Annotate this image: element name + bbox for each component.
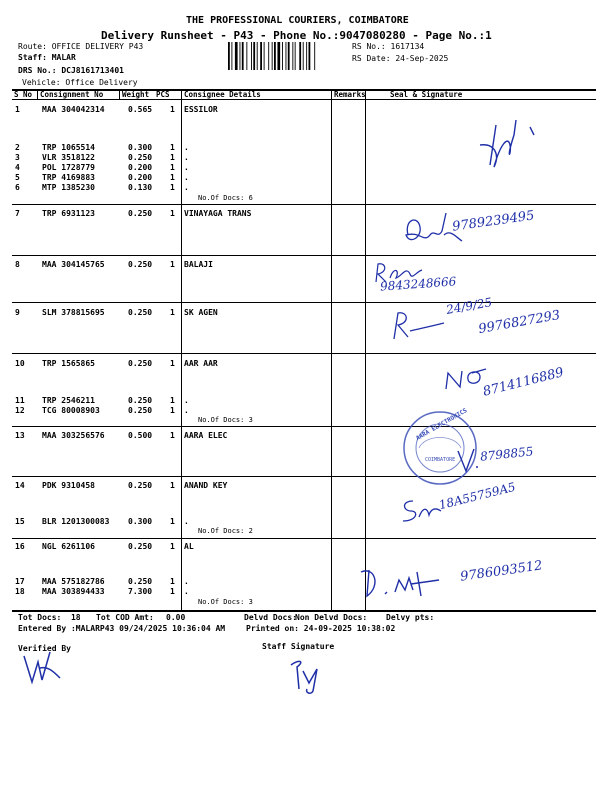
signature-4	[388, 305, 448, 345]
verified-by-label: Verified By	[18, 644, 71, 653]
group-rule	[12, 353, 596, 354]
rs-number: RS No.: 1617134	[352, 42, 425, 51]
col-header-consignment: Consignment No	[40, 90, 104, 99]
stamp-text: AARA ELECTRONICS	[414, 407, 469, 443]
row-weight: 0.200	[128, 163, 153, 172]
row-pcs: 1	[170, 153, 175, 162]
row-weight: 0.300	[128, 143, 153, 152]
row-consignment-no: TCG 80008903	[42, 406, 100, 415]
handwritten-phone: 9843248666	[379, 274, 457, 294]
row-weight: 0.250	[128, 308, 153, 317]
row-consignment-no: TRP 6931123	[42, 209, 95, 218]
doc-count: No.Of Docs: 6	[198, 194, 253, 202]
row-consignee: .	[184, 143, 189, 152]
col-divider	[37, 89, 38, 100]
row-consignment-no: MTP 1385230	[42, 183, 95, 192]
doc-count: No.Of Docs: 2	[198, 527, 253, 535]
row-pcs: 1	[170, 396, 175, 405]
handwritten-phone: 8714116889	[481, 365, 566, 400]
col-divider	[119, 89, 120, 100]
col-header-seal: Seal & Signature	[390, 90, 463, 99]
row-pcs: 1	[170, 481, 175, 490]
vehicle-label: Vehicle: Office Delivery	[22, 78, 138, 87]
row-pcs: 1	[170, 173, 175, 182]
staff-label: Staff: MALAR	[18, 53, 76, 62]
row-consignment-no: POL 1728779	[42, 163, 95, 172]
table-header-rule	[12, 99, 596, 100]
row-consignee: .	[184, 577, 189, 586]
row-weight: 0.250	[128, 359, 153, 368]
row-sno: 17	[15, 577, 25, 586]
row-weight: 0.130	[128, 183, 153, 192]
col-header-pcs: PCS	[156, 90, 170, 99]
col-divider	[331, 89, 332, 611]
col-header-remarks: Remarks	[334, 90, 366, 99]
row-sno: 14	[15, 481, 25, 490]
row-consignment-no: TRP 2546211	[42, 396, 95, 405]
entered-by: Entered By :MALARP43 09/24/2025 10:36:04 AM	[18, 624, 226, 633]
handwritten-phone: 9789239495	[451, 208, 536, 235]
row-sno: 2	[15, 143, 20, 152]
row-consignment-no: TRP 4169883	[42, 173, 95, 182]
row-consignment-no: VLR 3518122	[42, 153, 95, 162]
row-pcs: 1	[170, 308, 175, 317]
row-consignment-no: MAA 304042314	[42, 105, 105, 114]
row-pcs: 1	[170, 431, 175, 440]
row-pcs: 1	[170, 406, 175, 415]
total-cod-value: 0.00	[166, 613, 186, 622]
row-pcs: 1	[170, 542, 175, 551]
row-consignee: ANAND KEY	[184, 481, 228, 490]
row-weight: 0.250	[128, 481, 153, 490]
row-consignee: BALAJI	[184, 260, 213, 269]
row-weight: 0.500	[128, 431, 153, 440]
row-weight: 7.300	[128, 587, 153, 596]
row-pcs: 1	[170, 359, 175, 368]
row-sno: 3	[15, 153, 20, 162]
group-rule	[12, 426, 596, 427]
row-sno: 4	[15, 163, 20, 172]
non-delivered-docs: Non Delvd Docs:	[295, 613, 368, 622]
col-header-sno: S No	[14, 90, 33, 99]
row-consignee: .	[184, 406, 189, 415]
row-weight: 0.250	[128, 577, 153, 586]
col-divider	[181, 89, 182, 611]
group-rule	[12, 255, 596, 256]
row-sno: 12	[15, 406, 25, 415]
row-consignment-no: MAA 304145765	[42, 260, 105, 269]
doc-count: No.Of Docs: 3	[198, 416, 253, 424]
row-consignee: .	[184, 183, 189, 192]
row-weight: 0.565	[128, 105, 153, 114]
row-consignee: .	[184, 517, 189, 526]
row-consignment-no: NGL 6261106	[42, 542, 95, 551]
row-sno: 10	[15, 359, 25, 368]
table-bottom-rule	[12, 610, 596, 612]
col-divider	[365, 89, 366, 611]
row-consignment-no: MAA 303256576	[42, 431, 105, 440]
row-sno: 6	[15, 183, 20, 192]
total-cod-label: Tot COD Amt:	[96, 613, 154, 622]
route-label: Route: OFFICE DELIVERY P43	[18, 42, 144, 51]
staff-signature-label: Staff Signature	[262, 642, 335, 651]
verifier-signature	[18, 648, 68, 686]
row-pcs: 1	[170, 517, 175, 526]
row-consignment-no: PDK 9310458	[42, 481, 95, 490]
row-consignee: .	[184, 587, 189, 596]
row-consignment-no: MAA 575182786	[42, 577, 105, 586]
col-header-weight: Weight	[122, 90, 150, 99]
drs-number: DRS No.: DCJ8161713401	[18, 66, 124, 75]
delivered-docs: Delvd Docs:	[244, 613, 297, 622]
company-name: THE PROFESSIONAL COURIERS, COIMBATORE	[186, 15, 409, 26]
row-sno: 1	[15, 105, 20, 114]
row-sno: 13	[15, 431, 25, 440]
row-consignee: AL	[184, 542, 194, 551]
signature-8	[355, 562, 465, 602]
row-consignee: .	[184, 173, 189, 182]
row-consignment-no: BLR 1201300083	[42, 517, 110, 526]
row-consignee: .	[184, 163, 189, 172]
signature-1	[470, 115, 550, 175]
row-weight: 0.250	[128, 406, 153, 415]
doc-count: No.Of Docs: 3	[198, 598, 253, 606]
row-consignee: ESSILOR	[184, 105, 218, 114]
row-consignee: .	[184, 396, 189, 405]
group-rule	[12, 204, 596, 205]
row-sno: 8	[15, 260, 20, 269]
row-sno: 5	[15, 173, 20, 182]
handwritten-date: 24/9/25	[445, 295, 494, 317]
row-weight: 0.300	[128, 517, 153, 526]
row-pcs: 1	[170, 143, 175, 152]
group-rule	[12, 538, 596, 539]
handwritten-phone: 8798855	[479, 444, 535, 464]
printed-on: Printed on: 24-09-2025 10:38:02	[246, 624, 396, 633]
handwritten-phone: 18A55759A5	[437, 479, 517, 513]
row-pcs: 1	[170, 183, 175, 192]
barcode-icon	[228, 42, 348, 70]
total-docs: Tot Docs: 18	[18, 613, 81, 622]
handwritten-phone: 9786093512	[459, 558, 544, 585]
row-sno: 9	[15, 308, 20, 317]
row-weight: 0.250	[128, 396, 153, 405]
row-sno: 18	[15, 587, 25, 596]
page-title: Delivery Runsheet - P43 - Phone No.:9047080280 - Page No.:1	[101, 29, 492, 42]
row-weight: 0.250	[128, 542, 153, 551]
row-pcs: 1	[170, 105, 175, 114]
handwritten-phone: 9976827293	[477, 307, 562, 338]
row-weight: 0.200	[128, 173, 153, 182]
row-sno: 15	[15, 517, 25, 526]
row-sno: 7	[15, 209, 20, 218]
stamp-sub: COIMBATORE	[425, 457, 456, 463]
group-rule	[12, 302, 596, 303]
row-pcs: 1	[170, 163, 175, 172]
row-consignee: SK AGEN	[184, 308, 218, 317]
row-consignee: .	[184, 153, 189, 162]
row-consignment-no: TRP 1565865	[42, 359, 95, 368]
row-consignment-no: SLM 378815695	[42, 308, 105, 317]
row-weight: 0.250	[128, 153, 153, 162]
delivery-points: Delvy pts:	[386, 613, 435, 622]
row-consignee: VINAYAGA TRANS	[184, 209, 252, 218]
row-sno: 16	[15, 542, 25, 551]
rs-date: RS Date: 24-Sep-2025	[352, 54, 449, 63]
staff-signature	[285, 655, 325, 695]
row-pcs: 1	[170, 260, 175, 269]
row-consignment-no: TRP 1065514	[42, 143, 95, 152]
row-pcs: 1	[170, 577, 175, 586]
row-pcs: 1	[170, 209, 175, 218]
row-weight: 0.250	[128, 260, 153, 269]
row-weight: 0.250	[128, 209, 153, 218]
col-header-consignee: Consignee Details	[184, 90, 261, 99]
row-sno: 11	[15, 396, 25, 405]
group-rule	[12, 476, 596, 477]
row-consignment-no: MAA 303894433	[42, 587, 105, 596]
row-pcs: 1	[170, 587, 175, 596]
row-consignee: AARA ELEC	[184, 431, 228, 440]
row-consignee: AAR AAR	[184, 359, 218, 368]
